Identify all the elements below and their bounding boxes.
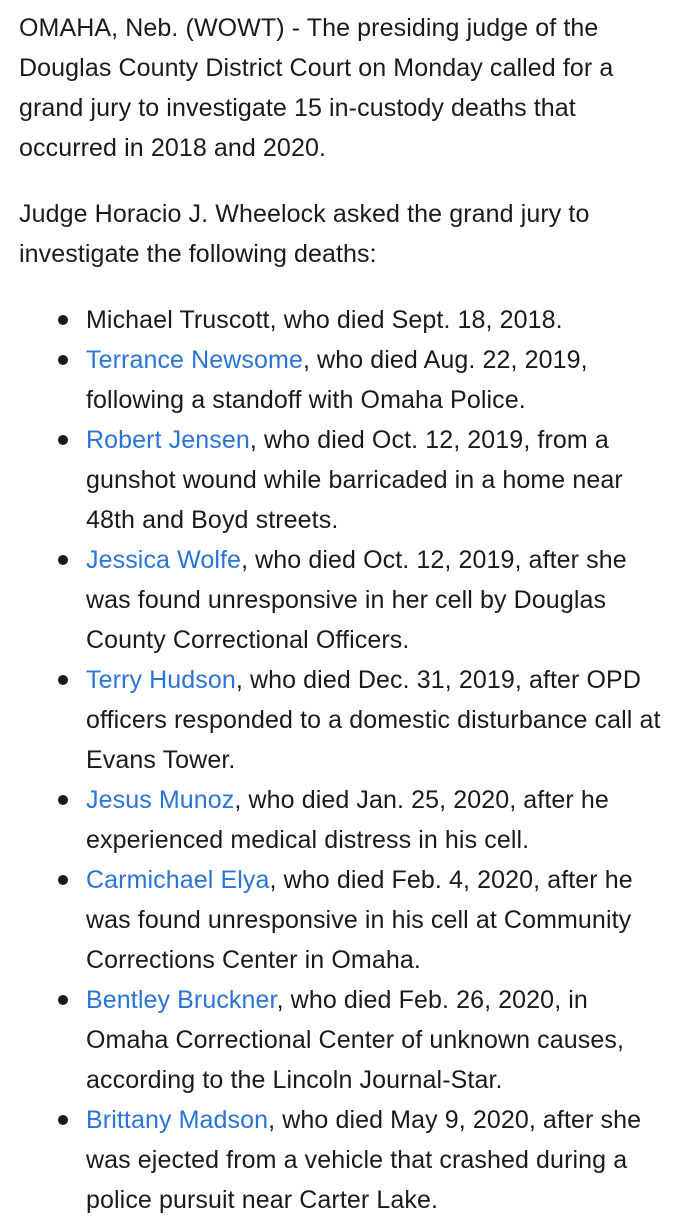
list-item	[86, 340, 664, 420]
lead-paragraph: Judge Horacio J. Wheelock asked the grand jury to investigate the following deaths:	[19, 200, 590, 268]
list-item	[86, 300, 664, 340]
death-text: , who died Aug. 22, 2019, following a standoff with Omaha Police.	[86, 346, 588, 414]
person-link[interactable]: Terrance Newsome	[86, 346, 303, 374]
death-text: , who died Oct. 12, 2019, from a gunshot wound while barricaded in a home near 48th and Boyd streets.	[86, 426, 623, 534]
death-text: , who died Jan. 25, 2020, after he experienced medical distress in his cell.	[86, 786, 609, 854]
list-item	[86, 540, 664, 660]
bullet-icon	[58, 675, 68, 685]
list-item	[86, 860, 664, 980]
person-link[interactable]: Jesus Munoz	[86, 786, 235, 814]
list-item	[86, 1100, 664, 1220]
person-link[interactable]: Bentley Bruckner	[86, 986, 277, 1014]
death-text: , who died Feb. 4, 2020, after he was found unresponsive in his cell at Community Corrections Center in Omaha.	[86, 866, 633, 974]
bullet-icon	[58, 1115, 68, 1125]
death-text: Michael Truscott, who died Sept. 18, 2018.	[86, 306, 563, 334]
bullet-icon	[58, 555, 68, 565]
bullet-icon	[58, 795, 68, 805]
intro-paragraph: OMAHA, Neb. (WOWT) - The presiding judge of the Douglas County District Court on Monday called for a grand jury to investigate 15 in-custody deaths that occurred in 2018 and 2020.	[19, 14, 614, 162]
bullet-icon	[58, 875, 68, 885]
death-text: , who died May 9, 2020, after she was ejected from a vehicle that crashed during a police pursuit near Carter Lake.	[86, 1106, 642, 1214]
death-text: , who died Feb. 26, 2020, in Omaha Correctional Center of unknown causes, according to the Lincoln Journal-Star.	[86, 986, 625, 1094]
list-item	[86, 980, 664, 1100]
person-link[interactable]: Robert Jensen	[86, 426, 250, 454]
person-link[interactable]: Carmichael Elya	[86, 866, 270, 894]
list-item	[86, 780, 664, 860]
person-link[interactable]: Jessica Wolfe	[86, 546, 242, 574]
deaths-list	[19, 300, 664, 1220]
person-link[interactable]: Terry Hudson	[86, 666, 236, 694]
bullet-icon	[58, 995, 68, 1005]
bullet-icon	[58, 435, 68, 445]
person-link[interactable]: Brittany Madson	[86, 1106, 269, 1134]
list-item	[86, 420, 664, 540]
death-text: , who died Oct. 12, 2019, after she was found unresponsive in her cell by Douglas County Correctional Officers.	[86, 546, 627, 654]
bullet-icon	[58, 355, 68, 365]
death-text: , who died Dec. 31, 2019, after OPD officers responded to a domestic disturbance call at Evans Tower.	[86, 666, 661, 774]
list-item	[86, 660, 664, 780]
bullet-icon	[58, 315, 68, 325]
